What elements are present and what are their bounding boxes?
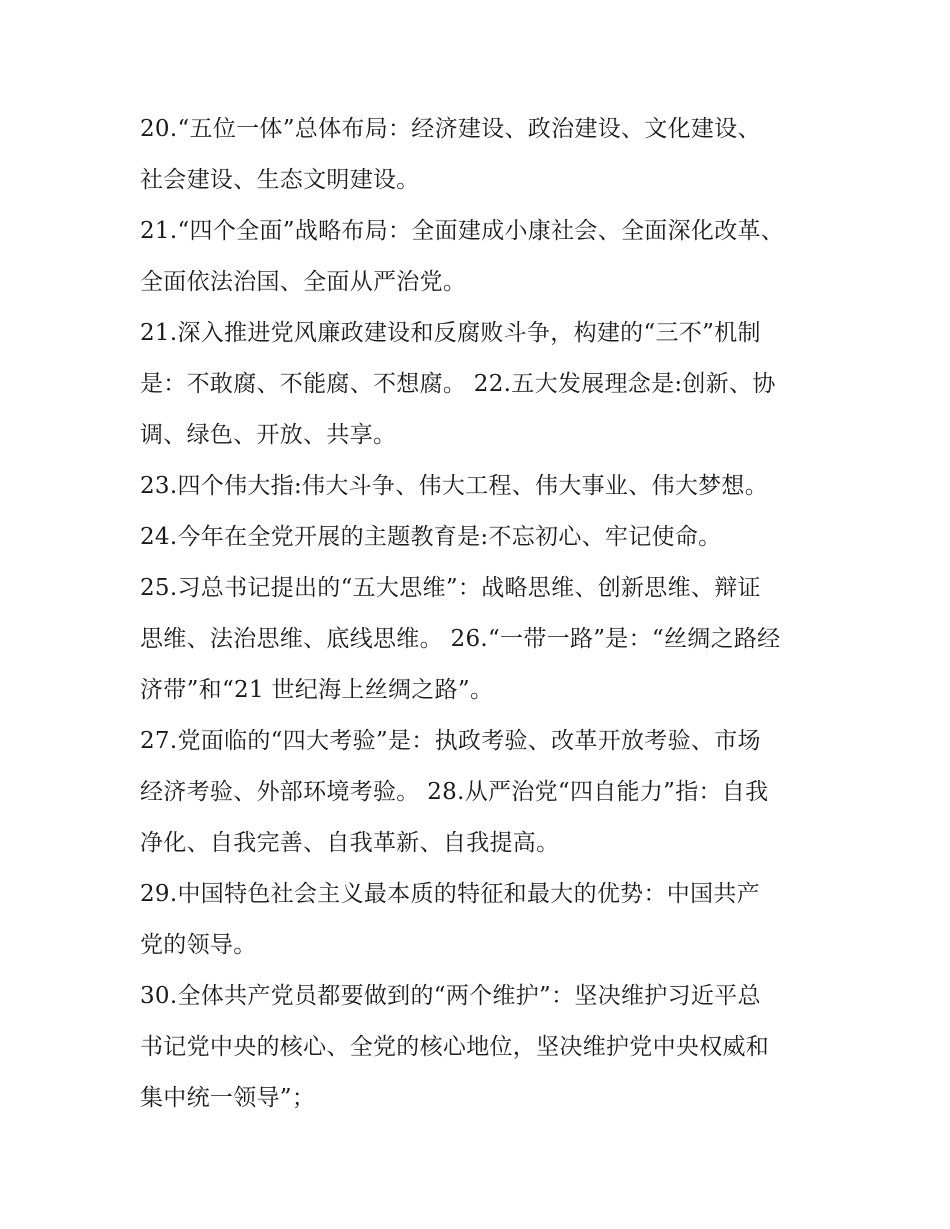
document-page — [140, 104, 820, 1124]
text-line-2: 社会建设、生态文明建设。 — [140, 167, 420, 193]
text-line-16: 29.中国特色社会主义最本质的特征和最大的优势：中国共产 — [140, 881, 760, 907]
text-line-12: 济带”和“21 世纪海上丝绸之路”。 — [140, 677, 494, 703]
text-line-15: 净化、自我完善、自我革新、自我提高。 — [140, 830, 560, 856]
text-line-6: 是：不敢腐、不能腐、不想腐。 22.五大发展理念是:创新、协 — [140, 371, 776, 397]
text-line-18: 30.全体共产党员都要做到的“两个维护”：坚决维护习近平总 — [140, 983, 761, 1009]
text-line-9: 24.今年在全党开展的主题教育是:不忘初心、牢记使命。 — [140, 524, 722, 550]
text-line-14: 经济考验、外部环境考验。 28.从严治党“四自能力”指：自我 — [140, 779, 769, 805]
text-line-4: 全面依法治国、全面从严治党。 — [140, 269, 467, 295]
text-line-3: 21.“四个全面”战略布局：全面建成小康社会、全面深化改革、 — [140, 218, 785, 244]
text-line-13: 27.党面临的“四大考验”是：执政考验、改革开放考验、市场 — [140, 728, 761, 754]
text-line-1: 20.“五位一体”总体布局：经济建设、政治建设、文化建设、 — [140, 116, 761, 142]
text-line-8: 23.四个伟大指:伟大斗争、伟大工程、伟大事业、伟大梦想。 — [140, 473, 769, 499]
text-line-5: 21.深入推进党风廉政建设和反腐败斗争，构建的“三不”机制 — [140, 320, 761, 346]
text-line-7: 调、绿色、开放、共享。 — [140, 422, 397, 448]
text-line-11: 思维、法治思维、底线思维。 26.“一带一路”是：“丝绸之路经 — [140, 626, 781, 652]
text-line-20: 集中统一领导”； — [140, 1085, 316, 1111]
text-line-17: 党的领导。 — [140, 932, 257, 958]
text-line-10: 25.习总书记提出的“五大思维”：战略思维、创新思维、辩证 — [140, 575, 761, 601]
text-line-19: 书记党中央的核心、全党的核心地位，坚决维护党中央权威和 — [140, 1034, 770, 1060]
